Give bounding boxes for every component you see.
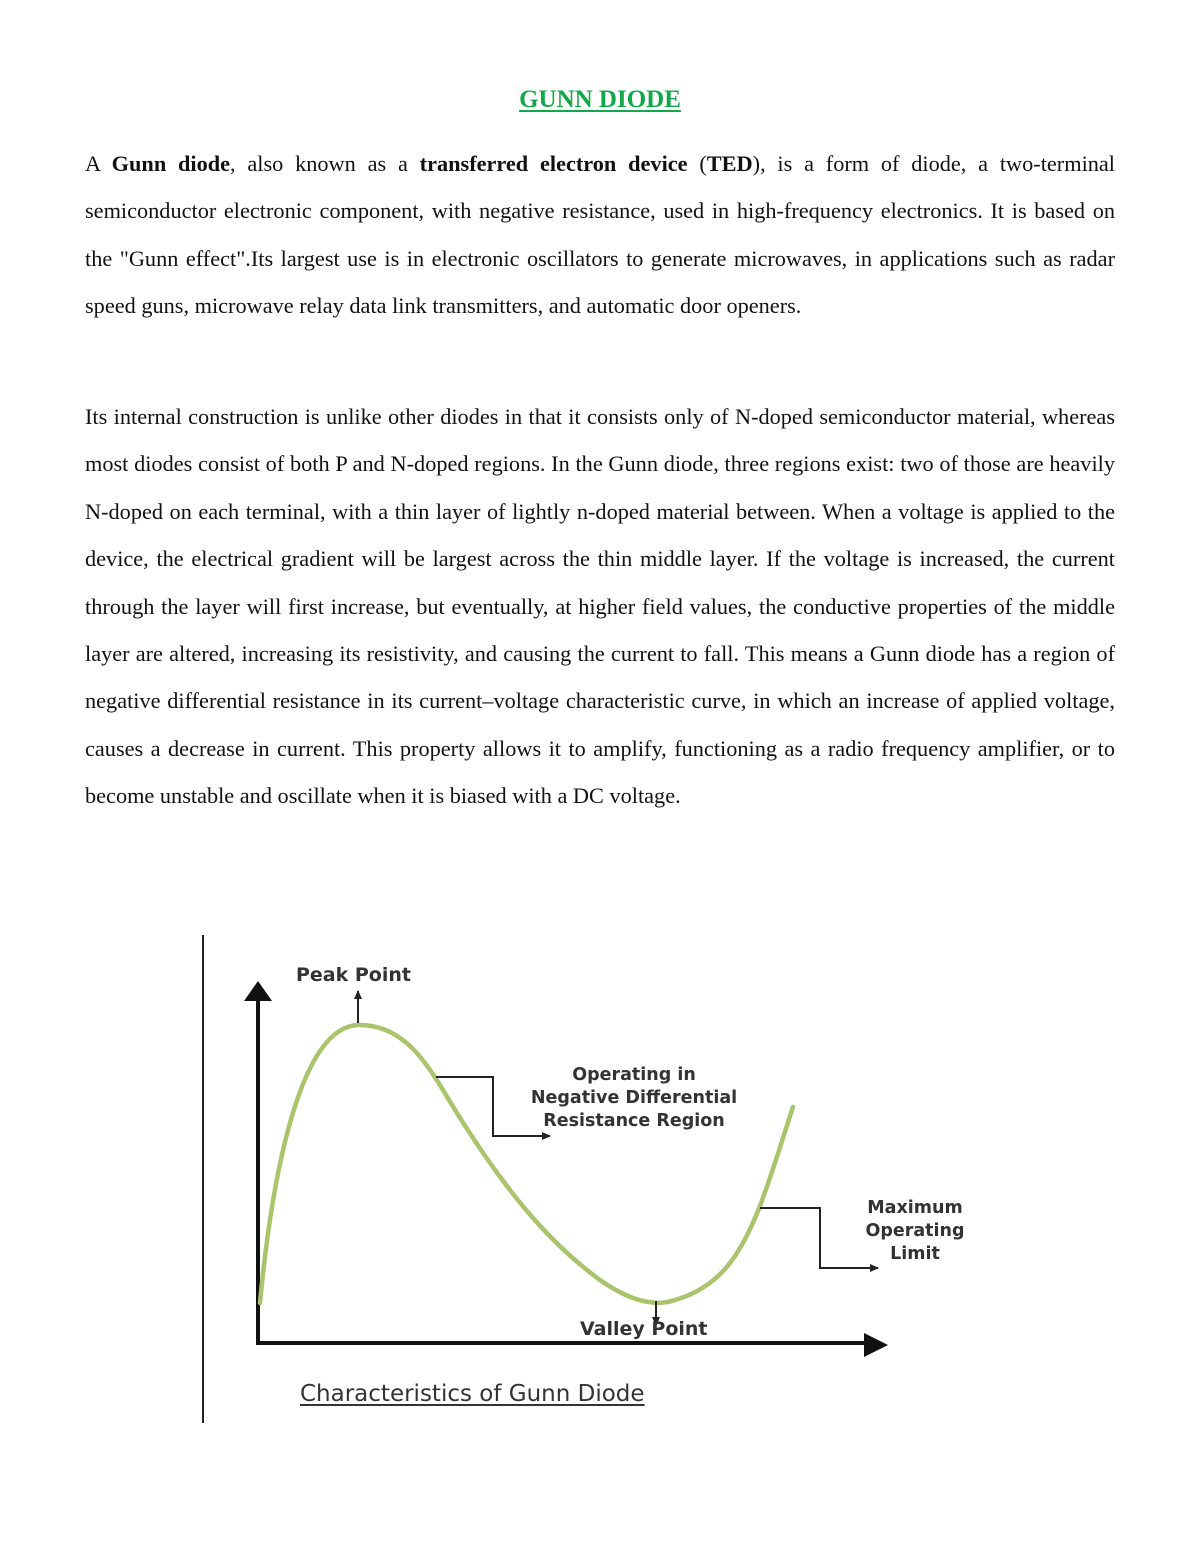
bold-term: transferred electron device [419, 151, 688, 176]
gunn-characteristic-figure [200, 935, 1000, 1425]
ndr-label-line: Operating in [572, 1065, 696, 1085]
max-label-line: Limit [890, 1244, 940, 1264]
ndr-region-label [512, 1064, 756, 1133]
bold-term: TED [706, 151, 753, 176]
bold-term: Gunn diode [111, 151, 231, 176]
construction-paragraph: Its internal construction is unlike other diodes in that it consists only of N-doped semiconductor material, whereas most diodes consist of both P and N-doped regions. In the Gunn diode, three regions exist: two of those are heavily N-doped on each terminal, with a thin layer of lightly n-doped material between. When a voltage is applied to the device, the electrical gradient will be largest across the thin middle layer. If the voltage is increased, the current through the layer will first increase, but eventually, at higher field values, the conductive properties of the middle layer are altered, increasing its resistivity, and causing the current to fall. This means a Gunn diode has a region of negative differential resistance in its current–voltage characteristic curve, in which an increase of applied voltage, causes a decrease in current. This property allows it to amplify, functioning as a radio frequency amplifier, or to become unstable and oscillate when it is biased with a DC voltage. [85, 404, 1115, 809]
characteristic-graph [200, 935, 1000, 1425]
page-title: GUNN DIODE [519, 86, 681, 113]
figure-caption: Characteristics of Gunn Diode [300, 1381, 645, 1407]
valley-point-label: Valley Point [580, 1318, 708, 1340]
x-axis-arrow [864, 1333, 888, 1357]
intro-paragraph [85, 140, 1115, 330]
text-run: ( [687, 151, 707, 176]
text-run: A [85, 151, 112, 176]
max-operating-limit-label [856, 1197, 974, 1266]
ndr-label-line: Resistance Region [543, 1111, 725, 1131]
max-label-line: Maximum [867, 1198, 963, 1218]
ndr-label-line: Negative Differential [530, 1088, 738, 1108]
max-label-line: Operating [865, 1221, 965, 1241]
y-axis-arrow [244, 981, 272, 1001]
text-run: , also known as a [230, 151, 420, 176]
text-run: ), is a form of diode, a two-terminal semiconductor electronic component, with negative resistance, used in high-frequency electronics. It is based on the "Gunn effect".Its largest use is in electronic oscillators to generate microwaves, in applications such as radar speed guns, microwave relay data link transmitters, and automatic door openers. [85, 151, 1116, 319]
peak-point-label: Peak Point [296, 964, 411, 986]
